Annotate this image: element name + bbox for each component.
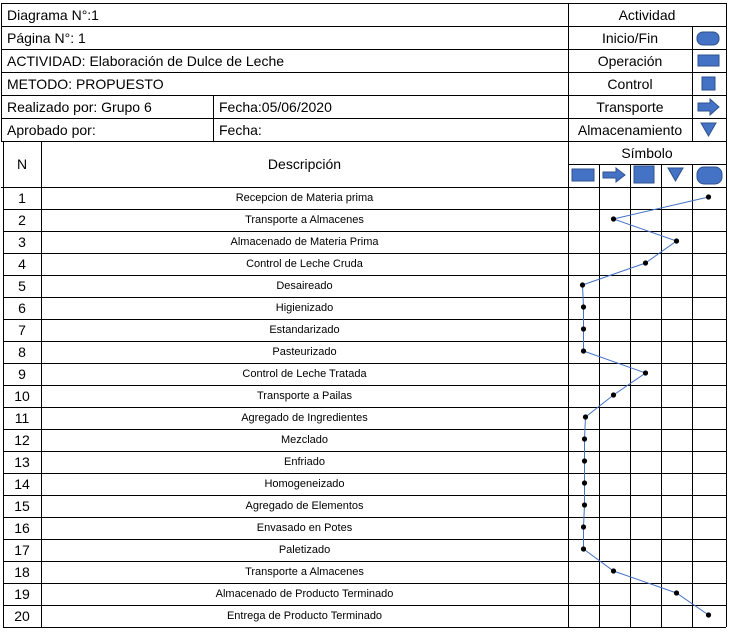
activity-title: ACTIVIDAD: Elaboración de Dulce de Leche xyxy=(7,52,285,69)
step-description: Transporte a Pailas xyxy=(257,389,352,402)
legend-label-almacenamiento: Almacenamiento xyxy=(577,121,683,138)
step-description: Agregado de Ingredientes xyxy=(241,411,368,424)
step-description: Control de Leche Tratada xyxy=(242,367,367,380)
legend-title: Actividad xyxy=(618,6,676,23)
column-header-description: Descripción xyxy=(267,156,342,172)
step-number: 11 xyxy=(14,410,30,426)
step-description: Envasado en Potes xyxy=(256,521,353,534)
step-number: 12 xyxy=(14,432,30,448)
step-number: 13 xyxy=(14,454,30,470)
step-description: Almacenado de Producto Terminado xyxy=(215,587,394,600)
step-number: 6 xyxy=(18,300,26,316)
step-number: 2 xyxy=(18,212,26,228)
page-number: Página N°: 1 xyxy=(7,29,86,46)
step-number: 3 xyxy=(18,234,26,250)
step-description: Enfriado xyxy=(284,455,325,468)
legend-label-control: Control xyxy=(607,75,653,92)
step-description: Entrega de Producto Terminado xyxy=(226,609,383,622)
step-number: 10 xyxy=(14,388,30,404)
step-number: 8 xyxy=(18,344,26,360)
step-description: Almacenado de Materia Prima xyxy=(230,235,379,248)
made-by-label: Realizado por: Grupo 6 xyxy=(7,98,152,115)
step-number: 7 xyxy=(18,322,26,338)
step-description: Transporte a Almacenes xyxy=(245,565,364,578)
step-number: 4 xyxy=(18,256,26,272)
step-number: 15 xyxy=(14,498,30,514)
legend-label-operacion: Operación xyxy=(597,52,663,69)
step-description: Estandarizado xyxy=(269,323,340,336)
step-description: Agregado de Elementos xyxy=(245,499,364,512)
date-label: Fecha:05/06/2020 xyxy=(219,98,332,115)
step-number: 5 xyxy=(18,278,26,294)
date2-label: Fecha: xyxy=(219,121,262,138)
step-number: 16 xyxy=(14,520,30,536)
step-number: 14 xyxy=(14,476,30,492)
step-description: Mezclado xyxy=(280,433,329,446)
step-description: Paletizado xyxy=(278,543,331,556)
approved-by-label: Aprobado por: xyxy=(7,121,96,138)
step-description: Control de Leche Cruda xyxy=(246,257,363,270)
column-header-symbol: Símbolo xyxy=(621,144,673,161)
step-description: Pasteurizado xyxy=(272,345,337,358)
step-description: Homogeneizado xyxy=(264,477,345,490)
step-description: Recepcion de Materia prima xyxy=(235,191,374,204)
step-number: 20 xyxy=(14,608,30,624)
step-number: 17 xyxy=(14,542,30,558)
step-number: 9 xyxy=(18,366,26,382)
step-number: 19 xyxy=(14,586,30,602)
step-description: Desaireado xyxy=(276,279,333,292)
column-header-n: N xyxy=(16,156,28,172)
method-label: METODO: PROPUESTO xyxy=(7,75,164,92)
legend-label-transporte: Transporte xyxy=(596,98,664,115)
step-number: 1 xyxy=(18,190,26,206)
step-description: Transporte a Almacenes xyxy=(245,213,364,226)
step-number: 18 xyxy=(14,564,30,580)
legend-label-inicio-fin: Inicio/Fin xyxy=(601,29,659,46)
step-description: Higienizado xyxy=(275,301,334,314)
diagram-number: Diagrama N°:1 xyxy=(7,6,99,23)
